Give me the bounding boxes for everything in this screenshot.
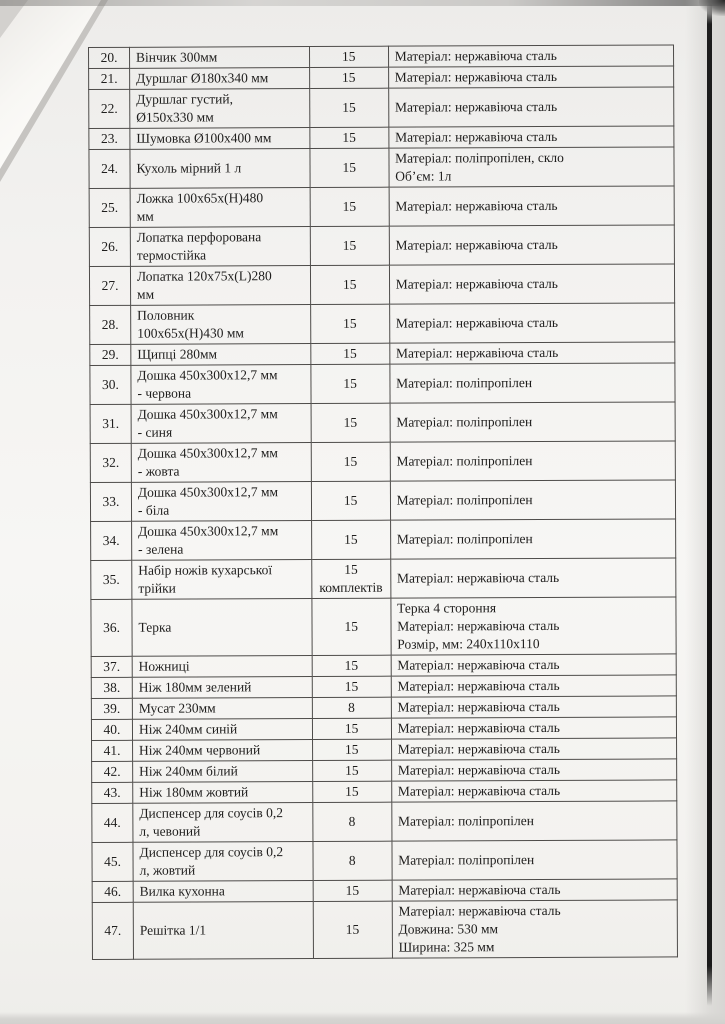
cell-number: 42. bbox=[92, 761, 133, 782]
cell-number: 27. bbox=[89, 266, 130, 305]
cell-number: 47. bbox=[92, 902, 133, 959]
cell-material: Матеріал: нержавіюча сталь bbox=[389, 264, 675, 304]
cell-number: 36. bbox=[91, 599, 132, 656]
cell-number: 40. bbox=[91, 719, 132, 740]
table-row bbox=[91, 519, 676, 561]
cell-material: Матеріал: поліпропілен bbox=[390, 441, 676, 481]
cell-name: Лопатка перфорована термостійка bbox=[130, 227, 310, 267]
table-row bbox=[89, 87, 674, 129]
cell-number: 39. bbox=[91, 698, 132, 719]
cell-number: 44. bbox=[92, 803, 133, 842]
cell-name: Мусат 230мм bbox=[132, 698, 312, 720]
cell-qty: 15 bbox=[311, 403, 390, 442]
table-row bbox=[89, 186, 674, 228]
cell-name: Ніж 180мм жовтий bbox=[133, 782, 313, 804]
cell-material: Матеріал: поліпропілен bbox=[391, 801, 677, 841]
cell-name: Дуршлаг густий, Ø150х330 мм bbox=[130, 89, 310, 129]
table-row bbox=[89, 225, 674, 267]
cell-name: Кухоль мірний 1 л bbox=[130, 149, 310, 189]
cell-qty: 15 bbox=[311, 520, 390, 559]
scan-edge-bottom bbox=[0, 1012, 725, 1024]
cell-qty: 15 bbox=[311, 481, 390, 520]
cell-qty: 15 bbox=[312, 655, 391, 676]
table-row bbox=[90, 441, 675, 483]
cell-number: 32. bbox=[90, 443, 131, 482]
table-row bbox=[90, 402, 675, 444]
cell-name: Терка bbox=[132, 599, 312, 657]
table-row bbox=[92, 801, 677, 843]
cell-qty: 15 bbox=[313, 880, 392, 901]
cell-material: Матеріал: нержавіюча сталь bbox=[391, 738, 676, 760]
table-row bbox=[92, 879, 677, 903]
cell-name: Ножниці bbox=[132, 656, 312, 678]
table-row bbox=[91, 717, 676, 741]
table-row bbox=[91, 675, 676, 699]
cell-material: Матеріал: поліпропілен, скло Об’єм: 1л bbox=[389, 147, 675, 187]
scan-bar-right bbox=[707, 4, 712, 1006]
cell-qty: 15 bbox=[312, 739, 391, 760]
cell-number: 37. bbox=[91, 656, 132, 677]
cell-number: 41. bbox=[92, 740, 133, 761]
table-row bbox=[92, 900, 677, 960]
table-row bbox=[89, 66, 674, 90]
cell-number: 22. bbox=[89, 89, 130, 128]
cell-name: Ніж 180мм зелений bbox=[132, 677, 312, 699]
cell-name: Ніж 240мм білий bbox=[133, 761, 313, 783]
cell-qty: 15 bbox=[310, 265, 389, 304]
cell-number: 38. bbox=[91, 677, 132, 698]
scan-edge-top bbox=[0, 0, 725, 6]
cell-material: Матеріал: нержавіюча сталь bbox=[388, 66, 673, 88]
cell-name: Ніж 240мм червоний bbox=[132, 740, 312, 762]
cell-number: 25. bbox=[89, 188, 130, 227]
cell-qty: 15 bbox=[312, 781, 391, 802]
cell-qty: 15 bbox=[313, 901, 392, 958]
cell-number: 46. bbox=[92, 881, 133, 902]
cell-number: 23. bbox=[89, 128, 130, 149]
cell-qty: 15 bbox=[312, 718, 391, 739]
table-row bbox=[89, 264, 674, 306]
cell-material: Матеріал: нержавіюча сталь bbox=[390, 558, 676, 598]
cell-name: Половник 100х65х(Н)430 мм bbox=[131, 305, 311, 345]
cell-name: Диспенсер для соусів 0,2 л, жовтий bbox=[133, 842, 313, 882]
cell-qty: 15 bbox=[310, 343, 389, 364]
table-row bbox=[89, 126, 674, 150]
cell-material: Матеріал: нержавіюча сталь bbox=[388, 87, 674, 127]
equipment-table-body bbox=[89, 45, 678, 960]
cell-number: 28. bbox=[90, 305, 131, 344]
cell-name: Ніж 240мм синій bbox=[132, 719, 312, 741]
cell-material: Матеріал: нержавіюча сталь bbox=[389, 342, 674, 364]
cell-name: Ложка 100х65х(Н)480 мм bbox=[130, 188, 310, 228]
cell-material: Матеріал: поліпропілен bbox=[390, 402, 676, 442]
cell-name: Щипці 280мм bbox=[131, 344, 311, 366]
cell-material: Матеріал: поліпропілен bbox=[390, 363, 676, 403]
cell-qty: 15 bbox=[309, 46, 388, 67]
cell-number: 34. bbox=[91, 521, 132, 560]
equipment-table bbox=[88, 44, 678, 960]
cell-material: Матеріал: нержавіюча сталь bbox=[389, 186, 675, 226]
cell-number: 33. bbox=[90, 482, 131, 521]
cell-material: Матеріал: нержавіюча сталь bbox=[391, 654, 676, 676]
cell-material: Матеріал: нержавіюча сталь bbox=[391, 717, 676, 739]
cell-number: 43. bbox=[92, 782, 133, 803]
table-row bbox=[90, 480, 675, 522]
cell-qty: 8 bbox=[312, 697, 391, 718]
table-row bbox=[90, 342, 675, 366]
cell-name: Шумовка Ø100х400 мм bbox=[130, 128, 310, 150]
cell-qty: 15 комплектів bbox=[311, 559, 390, 598]
cell-name: Вилка кухонна bbox=[133, 881, 313, 903]
cell-material: Матеріал: нержавіюча сталь bbox=[391, 696, 676, 718]
scan-shade-right bbox=[685, 0, 725, 1024]
cell-number: 45. bbox=[92, 842, 133, 881]
table-row bbox=[90, 363, 675, 405]
cell-material: Терка 4 стороння Матеріал: нержавіюча сталь Розмір, мм: 240х110х110 bbox=[391, 597, 677, 655]
table-row bbox=[92, 759, 677, 783]
cell-material: Матеріал: нержавіюча сталь bbox=[392, 879, 677, 901]
cell-name: Дошка 450х300х12,7 мм - зелена bbox=[132, 521, 312, 561]
cell-material: Матеріал: поліпропілен bbox=[390, 519, 676, 559]
cell-name: Дошка 450х300х12,7 мм - біла bbox=[131, 482, 311, 522]
cell-material: Матеріал: нержавіюча сталь bbox=[389, 225, 675, 265]
cell-qty: 15 bbox=[311, 364, 390, 403]
cell-number: 31. bbox=[90, 404, 131, 443]
cell-qty: 15 bbox=[312, 598, 391, 655]
cell-name: Вінчик 300мм bbox=[129, 47, 309, 69]
cell-qty: 8 bbox=[313, 841, 392, 880]
cell-qty: 15 bbox=[309, 88, 388, 127]
cell-qty: 15 bbox=[310, 187, 389, 226]
cell-name: Набір ножів кухарської трійки bbox=[132, 560, 312, 600]
cell-number: 21. bbox=[89, 68, 130, 89]
cell-qty: 15 bbox=[311, 442, 390, 481]
cell-number: 20. bbox=[89, 47, 130, 68]
cell-material: Матеріал: нержавіюча сталь bbox=[389, 126, 674, 148]
cell-material: Матеріал: нержавіюча сталь bbox=[391, 759, 676, 781]
table-row bbox=[91, 597, 676, 657]
cell-qty: 15 bbox=[310, 127, 389, 148]
table-row bbox=[90, 303, 675, 345]
cell-name: Дошка 450х300х12,7 мм - червона bbox=[131, 365, 311, 405]
cell-number: 24. bbox=[89, 149, 130, 188]
cell-name: Дуршлаг Ø180х340 мм bbox=[130, 68, 310, 90]
cell-qty: 15 bbox=[310, 304, 389, 343]
table-row bbox=[89, 147, 674, 189]
cell-material: Матеріал: нержавіюча сталь bbox=[388, 45, 673, 67]
cell-number: 26. bbox=[89, 227, 130, 266]
cell-name: Дошка 450х300х12,7 мм - синя bbox=[131, 404, 311, 444]
cell-material: Матеріал: нержавіюча сталь bbox=[391, 780, 676, 802]
cell-qty: 8 bbox=[312, 802, 391, 841]
cell-name: Решітка 1/1 bbox=[133, 902, 313, 960]
scan-blob-top-right bbox=[699, 0, 725, 16]
cell-material: Матеріал: нержавіюча сталь bbox=[389, 303, 675, 343]
cell-material: Матеріал: поліпропілен bbox=[392, 840, 678, 880]
cell-qty: 15 bbox=[310, 226, 389, 265]
cell-qty: 15 bbox=[310, 148, 389, 187]
table-row bbox=[92, 780, 677, 804]
cell-name: Лопатка 120х75х(L)280 мм bbox=[130, 266, 310, 306]
cell-number: 29. bbox=[90, 344, 131, 365]
cell-qty: 15 bbox=[309, 67, 388, 88]
cell-qty: 15 bbox=[312, 760, 391, 781]
table-row bbox=[91, 654, 676, 678]
cell-number: 30. bbox=[90, 365, 131, 404]
cell-material: Матеріал: нержавіюча сталь Довжина: 530 мм Ширина: 325 мм bbox=[392, 900, 678, 958]
cell-material: Матеріал: нержавіюча сталь bbox=[391, 675, 676, 697]
table-row bbox=[89, 45, 674, 69]
cell-name: Диспенсер для соусів 0,2 л, чевоний bbox=[133, 803, 313, 843]
table-row bbox=[92, 840, 677, 882]
cell-qty: 15 bbox=[312, 676, 391, 697]
table-row bbox=[91, 696, 676, 720]
cell-name: Дошка 450х300х12,7 мм - жовта bbox=[131, 443, 311, 483]
cell-material: Матеріал: поліпропілен bbox=[390, 480, 676, 520]
table-row bbox=[92, 738, 677, 762]
table-row bbox=[91, 558, 676, 600]
cell-number: 35. bbox=[91, 560, 132, 599]
